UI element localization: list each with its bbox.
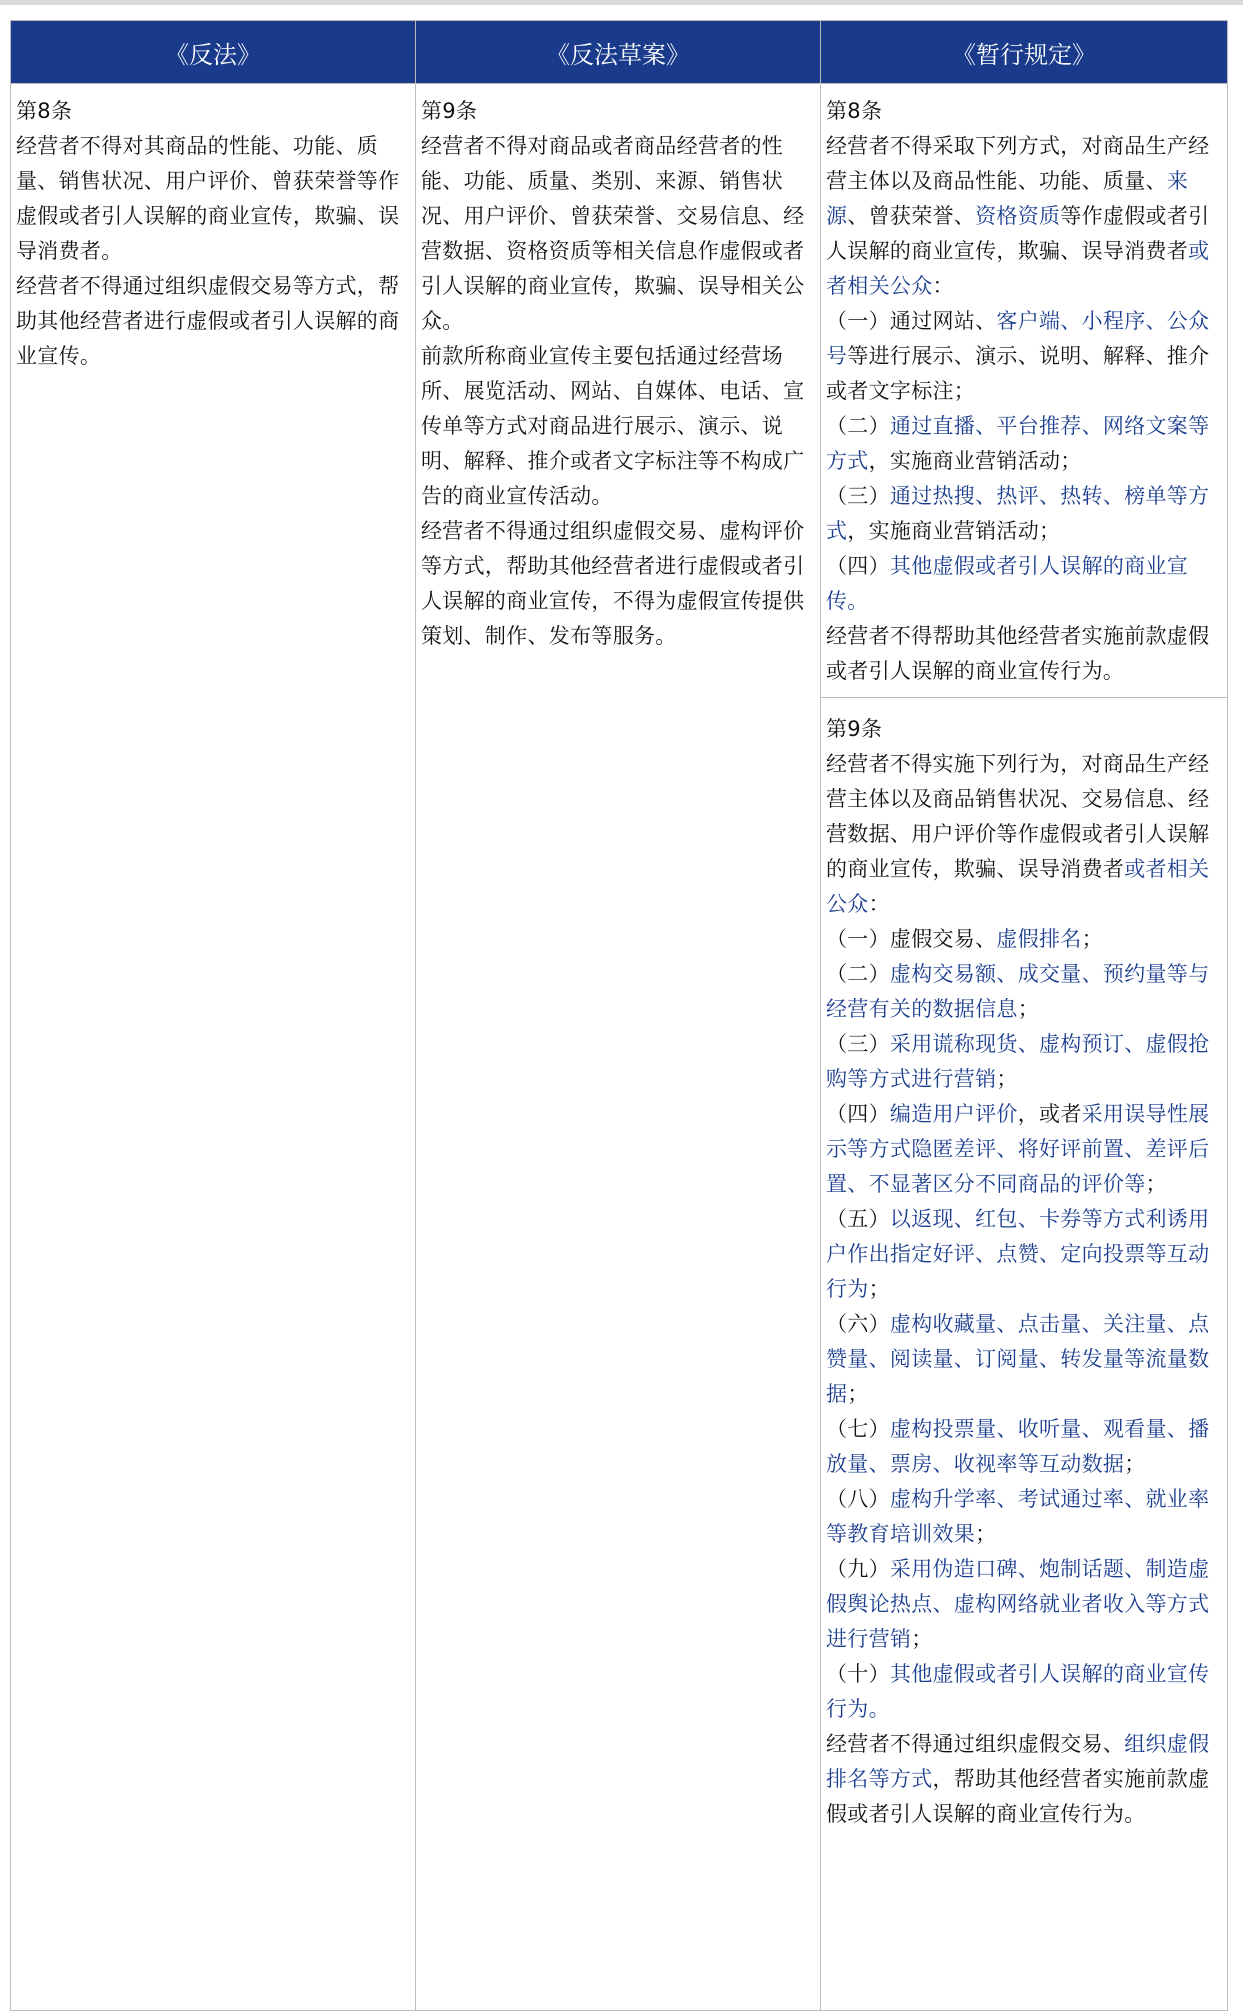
highlighted-text: 虚构升学率、考试通过率、就业率等教育培训效果: [826, 1487, 1210, 1546]
highlighted-text: 通过热搜、热评、热转、榜单等方式: [826, 484, 1210, 543]
text-segment: （七）: [826, 1417, 890, 1441]
comparison-table: [10, 20, 1228, 2011]
cell-provisions-article-8: [821, 84, 1228, 698]
cell-draft-article-9: [416, 84, 821, 2011]
highlighted-text: 采用伪造口碑、炮制话题、制造虚假舆论热点、虚构网络就业者收入等方式进行营销: [826, 1557, 1210, 1651]
text-segment: 第9条: [421, 99, 478, 123]
paragraph: [421, 94, 817, 129]
text-segment: ；: [1124, 1452, 1146, 1476]
paragraph: [16, 94, 412, 129]
highlighted-text: 采用误导性展示等方式隐匿差评、将好评前置、差评后置、不显著区分不同商品的评价等: [826, 1102, 1210, 1196]
paragraph: [826, 747, 1224, 922]
text-segment: ；: [911, 1627, 933, 1651]
text-segment: ；: [996, 1067, 1018, 1091]
top-bar: [0, 0, 1243, 5]
text-segment: （四）: [826, 1102, 890, 1126]
text-segment: ，帮助其他经营者实施前款虚假或者引人误解的商业宣传行为。: [826, 1767, 1210, 1826]
paragraph: [826, 1027, 1224, 1097]
text-segment: 经营者不得帮助其他经营者实施前款虚假或者引人误解的商业宣传行为。: [826, 624, 1210, 683]
paragraph: [826, 712, 1224, 747]
text-segment: ，实施商业营销活动；: [868, 449, 1082, 473]
paragraph: [826, 619, 1224, 689]
text-segment: （一）通过网站、: [826, 309, 997, 333]
header-fanfa: 《反法》: [11, 21, 416, 84]
paragraph: [826, 549, 1224, 619]
text-segment: （二）: [826, 414, 890, 438]
text-segment: 、曾获荣誉、: [847, 204, 976, 228]
text-segment: 经营者不得对商品或者商品经营者的性能、功能、质量、类别、来源、销售状况、用户评价、曾获荣誉、交易信息、经营数据、资格资质等相关信息作虚假或者引人误解的商业宣传，欺骗、误导相关公众。: [421, 134, 805, 333]
text-segment: ；: [868, 1277, 890, 1301]
highlighted-text: 来源: [826, 169, 1189, 228]
paragraph: [826, 1727, 1224, 1832]
text-segment: （九）: [826, 1557, 890, 1581]
paragraph: [16, 129, 412, 269]
text-segment: ：: [868, 892, 890, 916]
highlighted-text: 或者相关公众: [826, 857, 1210, 916]
paragraph: [826, 409, 1224, 479]
text-segment: 经营者不得对其商品的性能、功能、质量、销售状况、用户评价、曾获荣誉等作虚假或者引人误解的商业宣传，欺骗、误导消费者。: [16, 134, 400, 263]
text-segment: 经营者不得通过组织虚假交易、: [826, 1732, 1125, 1756]
text-segment: （八）: [826, 1487, 890, 1511]
text-segment: ：: [932, 274, 954, 298]
text-segment: （十）: [826, 1662, 890, 1686]
text-segment: 等进行展示、演示、说明、解释、推介或者文字标注；: [826, 344, 1210, 403]
highlighted-text: 以返现、红包、卡券等方式利诱用户作出指定好评、点赞、定向投票等互动行为: [826, 1207, 1210, 1301]
text-segment: ；: [847, 1382, 869, 1406]
text-segment: 第8条: [826, 99, 883, 123]
paragraph: [421, 339, 817, 514]
text-segment: 经营者不得通过组织虚假交易等方式，帮助其他经营者进行虚假或者引人误解的商业宣传。: [16, 274, 400, 368]
cell-provisions-article-9: [821, 698, 1228, 2011]
highlighted-text: 其他虚假或者引人误解的商业宣传。: [826, 554, 1189, 613]
paragraph: [826, 1097, 1224, 1202]
highlighted-text: 虚假排名: [996, 927, 1082, 951]
text-segment: （三）: [826, 1032, 890, 1056]
highlighted-text: 客户端、小程序、公众号: [826, 309, 1210, 368]
highlighted-text: 其他虚假或者引人误解的商业宣传行为。: [826, 1662, 1210, 1721]
cell-fanfa-article-8: [11, 84, 416, 2011]
text-segment: 经营者不得采取下列方式，对商品生产经营主体以及商品性能、功能、质量、: [826, 134, 1210, 193]
paragraph: [421, 129, 817, 339]
text-segment: （二）: [826, 962, 890, 986]
paragraph: [826, 1412, 1224, 1482]
highlighted-text: 通过直播、平台推荐、网络文案等方式: [826, 414, 1210, 473]
paragraph: [826, 304, 1224, 409]
highlighted-text: 或者相关公众: [826, 239, 1210, 298]
paragraph: [826, 94, 1224, 129]
text-segment: ，或者: [1017, 1102, 1082, 1126]
text-segment: （六）: [826, 1312, 890, 1336]
header-row: [11, 21, 1228, 84]
paragraph: [826, 1202, 1224, 1307]
paragraph: [421, 514, 817, 654]
paragraph: [826, 1657, 1224, 1727]
paragraph: [826, 479, 1224, 549]
highlighted-text: 编造用户评价: [889, 1102, 1018, 1126]
paragraph: [16, 269, 412, 374]
highlighted-text: 采用谎称现货、虚构预订、虚假抢购等方式进行营销: [826, 1032, 1210, 1091]
highlighted-text: 资格资质: [975, 204, 1061, 228]
text-segment: ；: [1017, 997, 1040, 1021]
text-segment: 经营者不得实施下列行为，对商品生产经营主体以及商品销售状况、交易信息、经营数据、用户评价等作虚假或者引人误解的商业宣传，欺骗、误导消费者: [826, 752, 1210, 881]
highlighted-text: 虚构收藏量、点击量、关注量、点赞量、阅读量、订阅量、转发量等流量数据: [826, 1312, 1210, 1406]
text-segment: ；: [975, 1522, 997, 1546]
paragraph: [826, 1552, 1224, 1657]
paragraph: [826, 957, 1224, 1027]
text-segment: ，实施商业营销活动；: [847, 519, 1061, 543]
paragraph: [826, 129, 1224, 304]
text-segment: （三）: [826, 484, 890, 508]
header-fanfa-draft: 《反法草案》: [416, 21, 821, 84]
text-segment: （五）: [826, 1207, 890, 1231]
paragraph: [826, 1307, 1224, 1412]
highlighted-text: 虚构投票量、收听量、观看量、播放量、票房、收视率等互动数据: [826, 1417, 1210, 1476]
highlighted-text: 组织虚假排名等方式: [826, 1732, 1210, 1791]
text-segment: ；: [1081, 927, 1103, 951]
paragraph: [826, 922, 1224, 957]
text-segment: 前款所称商业宣传主要包括通过经营场所、展览活动、网站、自媒体、电话、宣传单等方式对商品进行展示、演示、说明、解释、推介或者文字标注等不构成广告的商业宣传活动。: [421, 344, 805, 508]
header-interim-provisions: 《暂行规定》: [821, 21, 1228, 84]
paragraph: [826, 1482, 1224, 1552]
text-segment: 等作虚假或者引人误解的商业宣传，欺骗、误导消费者: [826, 204, 1210, 263]
text-segment: 第9条: [826, 717, 883, 741]
text-segment: （一）虚假交易、: [826, 927, 997, 951]
text-segment: 经营者不得通过组织虚假交易、虚构评价等方式，帮助其他经营者进行虚假或者引人误解的商业宣传，不得为虚假宣传提供策划、制作、发布等服务。: [421, 519, 805, 648]
highlighted-text: 虚构交易额、成交量、预约量等与经营有关的数据信息: [826, 962, 1210, 1021]
text-segment: 第8条: [16, 99, 73, 123]
text-segment: （四）: [826, 554, 890, 578]
text-segment: ；: [1145, 1172, 1167, 1196]
